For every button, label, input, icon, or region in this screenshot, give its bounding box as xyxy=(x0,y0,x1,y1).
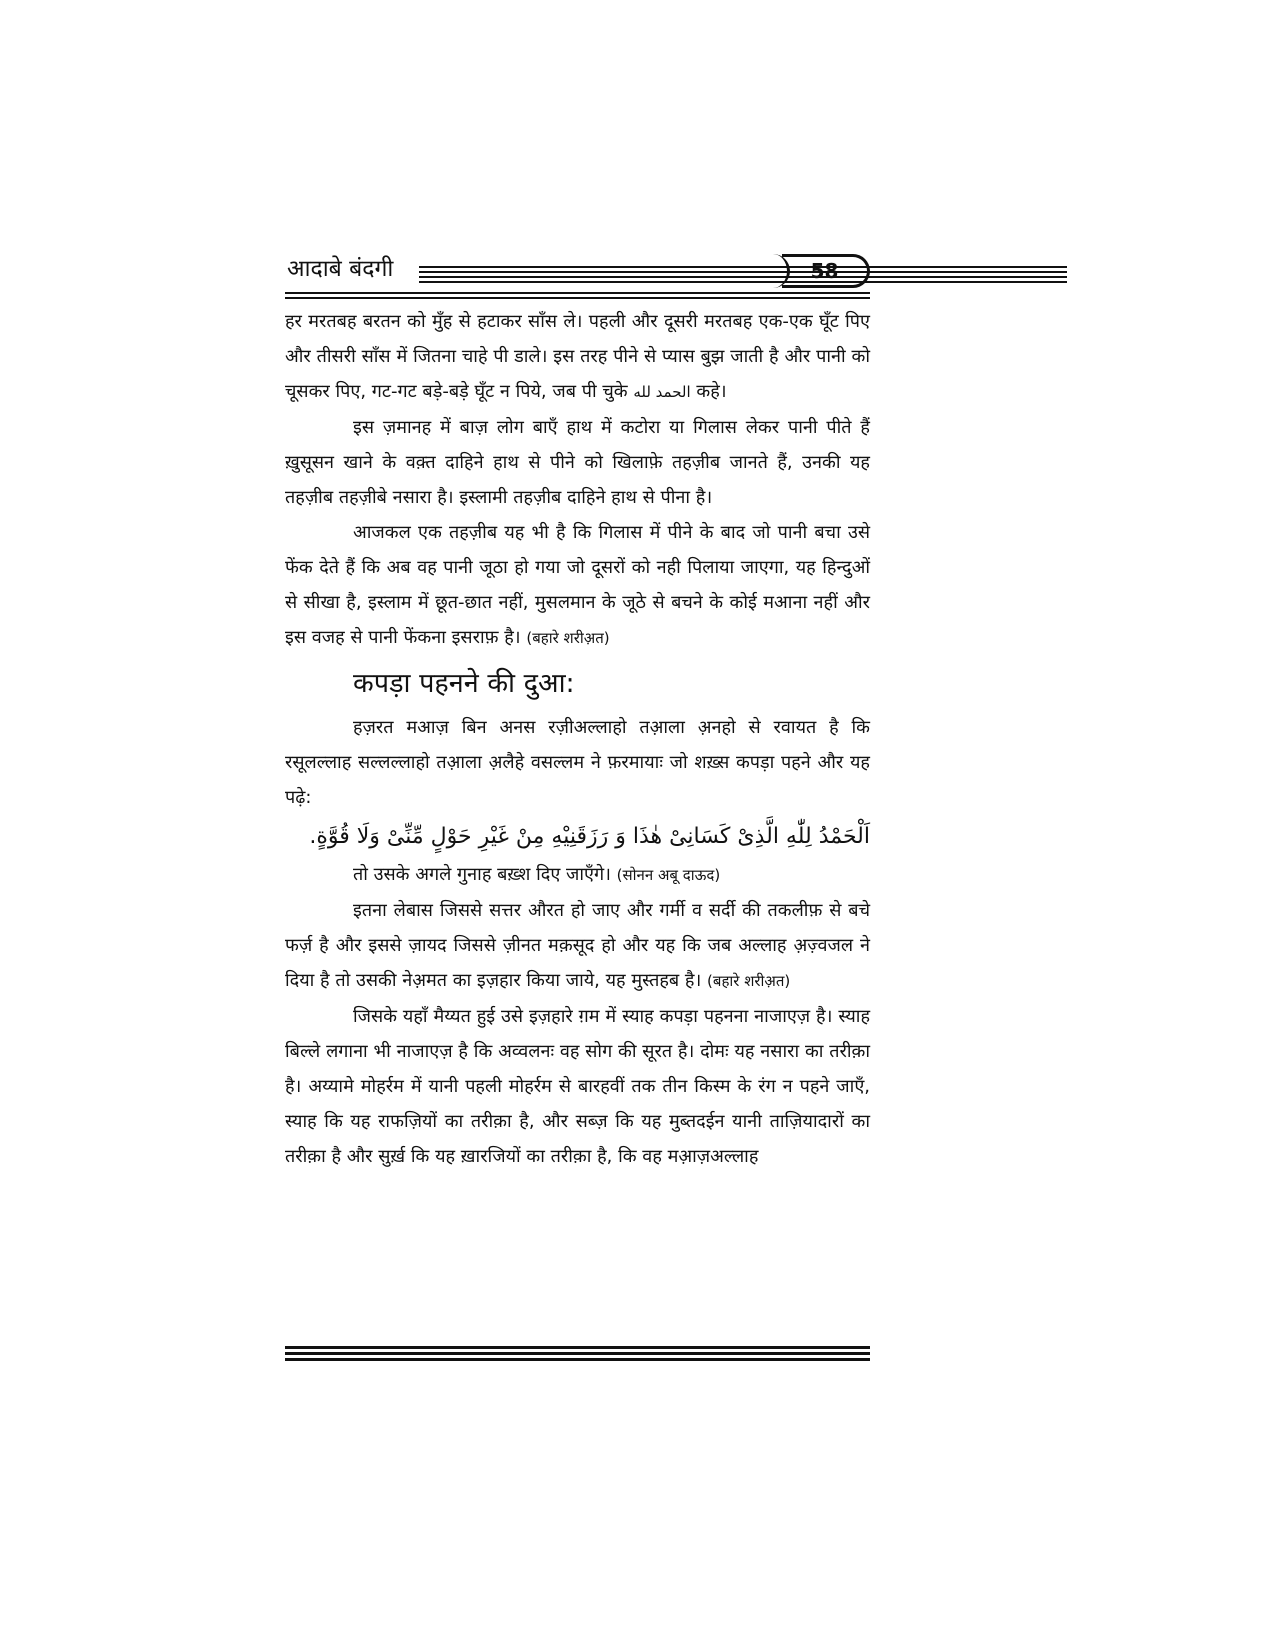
section-heading: कपड़ा पहनने की दुआ: xyxy=(353,668,575,699)
page-number-badge xyxy=(782,254,870,288)
paragraph-5: तो उसके अगले गुनाह बख़्श दिए जाएँगे। (सोनन अबू दाऊद) xyxy=(353,864,721,885)
paragraph-4: हज़रत मआज़ बिन अनस रज़ीअल्लाहो तआ़ला अ़नहो से रवायत है कि रसूलल्लाह सल्लल्लाहो तआ़ला अ़लैहे वसल्लम ने फ़रमायाः जो शख़्स कपड़ा पहने और यह पढ़े: xyxy=(285,717,870,808)
dua-arabic: اَلْحَمْدُ لِلّٰهِ الَّذِیْ كَسَانِیْ هٰذَا وَ رَزَقَنِیْهِ مِنْ غَیْرِ حَوْلٍ مِّنِّیْ وَلَا قُوَّةٍ. xyxy=(309,824,870,849)
page-number: 58 xyxy=(810,259,839,283)
page-body xyxy=(285,304,870,1174)
paragraph-6: इतना लेबास जिससे सत्तर औरत हो जाए और गर्मी व सर्दी की तकलीफ़ से बचे फर्ज़ है और इससे ज़ायद जिससे ज़ीनत मक़सूद हो और यह कि जब अल्लाह अ़ज़्वजल ने दिया है तो उसकी नेअ़मत का इज़हार किया जाये, यह मुस्तहब है। (बहारे शरीअ़त) xyxy=(285,900,870,991)
source-citation: (बहारे शरीअ़त) xyxy=(707,972,791,990)
book-title: आदाबे बंदगी xyxy=(287,256,394,282)
paragraph-7: जिसके यहाँ मैय्यत हुई उसे इज़हारे ग़म में स्याह कपड़ा पहनना नाजाएज़ है। स्याह बिल्ले लगाना भी नाजाएज़ है कि अव्वलनः वह सोग की सूरत है। दोमः यह नसारा का तरीक़ा है। अय्यामे मोहर्रम में यानी पहली मोहर्रम से बारहवीं तक तीन किस्म के रंग न पहने जाएँ, स्याह कि यह राफज़ियों का तरीक़ा है, और सब्ज़ कि यह मुब्तदईन यानी ताज़ियादारों का तरीक़ा है और सुर्ख़ कि यह ख़ारजियों का तरीक़ा है, कि वह मआ़ज़अल्लाह xyxy=(285,1006,870,1167)
arabic-inline: الحمد لله xyxy=(633,383,691,401)
header-rule xyxy=(419,266,1067,286)
source-citation: (सोनन अबू दाऊद) xyxy=(616,866,721,884)
paragraph-1: हर मरतबह बरतन को मुँह से हटाकर साँस ले। पहली और दूसरी मरतबह एक-एक घूँट पिए और तीसरी साँस में जितना चाहे पी डाले। इस तरह पीने से प्यास बुझ जाती है और पानी को चूसकर पिए, गट-गट बड़े-बड़े घूँट न पिये, जब पी चुके الحمد لله कहे। xyxy=(285,311,870,402)
source-citation: (बहारे शरीअ़त) xyxy=(526,629,610,647)
footer-rule xyxy=(285,1346,870,1361)
paragraph-2: इस ज़मानह में बाज़ लोग बाएँ हाथ में कटोरा या गिलास लेकर पानी पीते हैं ख़ुसूसन खाने के वक़्त दाहिने हाथ से पीने को खिलाफ़े तहज़ीब जानते हैं, उनकी यह तहज़ीब तहज़ीबे नसारा है। इस्लामी तहज़ीब दाहिने हाथ से पीना है। xyxy=(285,417,870,508)
paragraph-3: आजकल एक तहज़ीब यह भी है कि गिलास में पीने के बाद जो पानी बचा उसे फेंक देते हैं कि अब वह पानी जूठा हो गया जो दूसरों को नही पिलाया जाएगा, यह हिन्दुओं से सीखा है, इस्लाम में छूत-छात नहीं, मुसलमान के जूठे से बचने के कोई मआना नहीं और इस वजह से पानी फेंकना इसराफ़ है। (बहारे शरीअ़त) xyxy=(285,522,870,648)
header-double-rule xyxy=(285,292,870,299)
